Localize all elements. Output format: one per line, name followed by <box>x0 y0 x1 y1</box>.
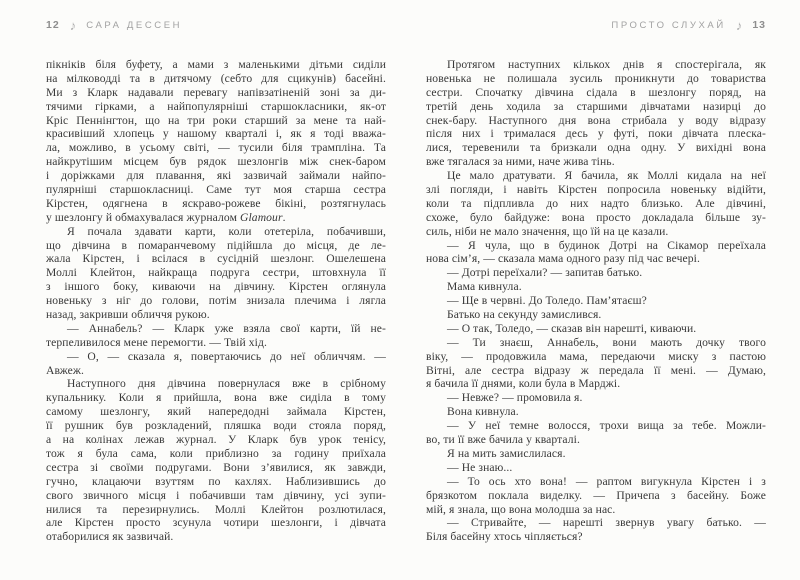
text-line: Біля басейну хтось чіпляється? <box>426 530 583 544</box>
text-line: сестри. Спочатку дівчина сідала в шезлонгу поряд, на <box>426 85 766 99</box>
text-line: тож я була сама, коли приблизно за годину приїхала <box>46 446 386 460</box>
text-line: мій, я знала, що вона молодша за нас. <box>426 502 616 516</box>
text-line: Я почала здавати карти, коли отетеріла, побачивши, <box>67 224 386 238</box>
text-line: вже тягалася за ними, наче жива тінь. <box>426 155 615 169</box>
text-line: силь, ніби не мало значення, що їй на це казали. <box>426 224 669 238</box>
text-line: — Не знаю... <box>447 460 513 474</box>
text-line: — То ось хто вона! — раптом вигукнула Кірстен і з <box>447 474 766 488</box>
running-title-book: ПРОСТО СЛУХАЙ <box>611 19 726 31</box>
text-line: третій день ходила за старшими дівчатами назирці до <box>426 99 766 113</box>
text-line: гучно, клацаючи взуттям по кахлях. Наблизившись до <box>46 474 386 488</box>
running-title-author: САРА ДЕССЕН <box>86 19 183 31</box>
text-line: — Стривайте, — нарешті звернув увагу батько. — <box>447 516 766 530</box>
text-line: я бачила її днями, коли була в Марджі. <box>426 377 621 391</box>
text-line: Наступного дня дівчина повернулася вже в срібному <box>67 377 386 391</box>
text-line: — Дотрі переїхали? — запитав батько. <box>447 266 643 280</box>
text-line: — У неї темне волосся, трохи вища за тебе. Можли- <box>447 419 766 433</box>
text-line: Мама кивнула. <box>447 280 522 294</box>
text-line: новеньку з ніг до голови, потім знизала плечима і лягла <box>46 294 386 308</box>
page-right <box>400 0 800 580</box>
page-right-header <box>426 18 766 32</box>
page-number-left: 12 <box>46 19 60 31</box>
text-line: купальнику. Коли я прийшла, вона вже сиділа в тому <box>46 391 386 405</box>
text-line: сестра зі своїми подругами. Вони з’явилися, як завжди, <box>46 460 386 474</box>
text-line: — Ще в червні. До Толедо. Пам’ятаєш? <box>447 294 647 308</box>
text-line: але Кірстен просто зсунула чотири шезлонги, і дівчата <box>46 516 386 530</box>
text-line: лися, теревенили та бризкали одна одну. У вихідні вона <box>426 141 766 155</box>
text-line: — О, — сказала я, повертаючись до неї обличчям. — <box>67 349 386 363</box>
music-note-icon: ♪ <box>69 17 77 33</box>
page-right-body <box>426 58 766 544</box>
text-line: Батько на секунду замислився. <box>447 308 602 322</box>
text-line: пікніків біля буфету, а мами з маленькими дітьми сиділи <box>46 58 386 71</box>
text-line: нилися та перезирнулись. Моллі Клейтон розлютилася, <box>46 502 386 516</box>
text-line: — Невже? — промовила я. <box>447 391 583 405</box>
text-line: Авжеж. <box>46 363 85 377</box>
text-line: красивіший хлопець у нашому кварталі і, як я тоді вважа- <box>46 127 386 141</box>
text-line: терпеливилося мене перемогти. — Твій хід. <box>46 335 267 349</box>
text-line: у шезлонгу й обмахувалася журналом Glamour. <box>46 210 286 224</box>
text-line: найкрутішим місцем був рядок шезлонгів між снек-баром <box>46 155 386 169</box>
text-line: на мілководді та в дитячому (себто для сцикунів) басейні. <box>46 71 386 85</box>
text-line: Моллі Клейтон, найкраща подруга сестри, штовхнула її <box>46 266 386 280</box>
text-line: новенька не полишала зусиль проникнути до товариства <box>426 71 766 85</box>
music-note-icon: ♪ <box>735 17 743 33</box>
page-number-right: 13 <box>752 19 766 31</box>
text-line: Кірстен, одягнена в яскраво-рожеве бікіні, розтягнулась <box>46 196 386 210</box>
text-line: Вона кивнула. <box>447 405 519 419</box>
text-line: снек-бару. Наступного дня вона стрибала у воду відразу <box>426 113 766 127</box>
text-line: з іншого боку, киваючи на дівчину. Кірстен оглянула <box>46 280 386 294</box>
text-line: Вітні, але сестра відразу ж передала її мені. — Думаю, <box>426 363 766 377</box>
text-line: — Аннабель? — Кларк уже взяла свої карти, їй не- <box>67 321 386 335</box>
text-line: Протягом наступних кількох днів я спостерігала, як <box>447 58 766 71</box>
text-line: Це мало дратувати. Я бачила, як Моллі кидала на неї <box>447 169 766 183</box>
text-line: пулярніші старшокласниці. Саме тут моя старша сестра <box>46 183 386 197</box>
text-line: що дівчина в помаранчевому підійшла до місця, де ле- <box>46 238 386 252</box>
text-line: а на колінах лежав журнал. У Кларк був урок тенісу, <box>46 433 386 447</box>
text-line: віку, — продовжила мама, передаючи миску з пастою <box>426 349 766 363</box>
text-line: злі погляди, і навіть Кірстен попросила новеньку відійти, <box>426 183 766 197</box>
text-line: самому шезлонгу, який напередодні займала Кірстен, <box>46 405 386 419</box>
text-line: і доріжками для плавання, які зазвичай займали найпо- <box>46 169 386 183</box>
text-line: Кріс Пеннінгтон, що на три роки старший за мене та най- <box>46 113 386 127</box>
text-line: схоже, було байдуже: вона просто докладала більше зу- <box>426 210 766 224</box>
text-line: свого звичного місця і побачивши там дівчину, усі зупи- <box>46 488 386 502</box>
text-line: коли та підпливла до них надто близько. Але дівчині, <box>426 196 766 210</box>
text-line: Ми з Кларк надавали перевагу напівзатіненій зоні за ди- <box>46 85 386 99</box>
text-line: — Ти знаєш, Аннабель, вони мають дочку твого <box>447 335 766 349</box>
page-left-body <box>46 58 386 544</box>
text-line: нова сім’я, — сказала мама одного разу під час вечері. <box>426 252 700 266</box>
text-line: — Я чула, що в будинок Дотрі на Сікамор переїхала <box>447 238 766 252</box>
text-line: її рушник був розкладений, пляшка води стояла поряд, <box>46 419 386 433</box>
text-line: во, ти її вже бачила у кварталі. <box>426 433 580 447</box>
text-line: після них і трималася десь у футі, поки дівчата плеска- <box>426 127 766 141</box>
text-line: ла, можливо, в усьому світі, — тусили біля трампліна. Та <box>46 141 386 155</box>
text-line: — О так, Толедо, — сказав він нарешті, киваючи. <box>447 321 697 335</box>
text-line: тячими гірками, а найпопулярніші старшокласники, як-от <box>46 99 386 113</box>
text-line: назад, закривши обличчя рукою. <box>46 308 210 322</box>
text-line: отаборилися як зазвичай. <box>46 530 174 544</box>
text-line: брязкотом поклала виделку. — Причепа з басейну. Боже <box>426 488 766 502</box>
text-line: жала Кірстен, і всілася в сусідній шезлонг. Ошелешена <box>46 252 386 266</box>
text-line: Я на мить замислилася. <box>447 446 566 460</box>
page-left-header <box>46 18 386 32</box>
